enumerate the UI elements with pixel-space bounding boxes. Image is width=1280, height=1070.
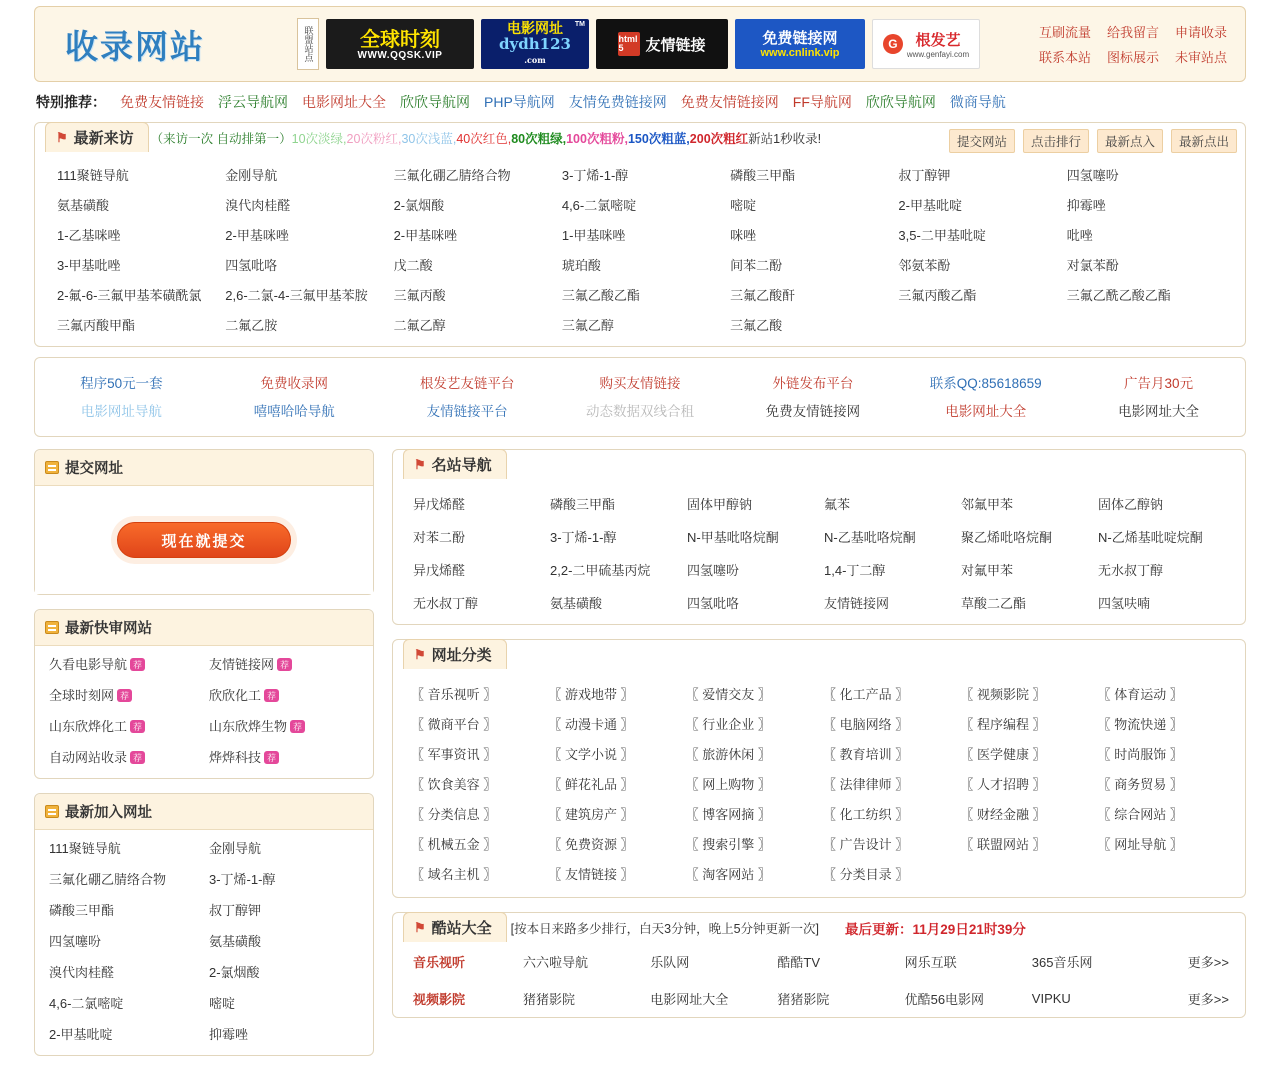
visit-rule-7: 200次粗红 xyxy=(689,132,749,146)
visit-rule-0: 10次淡绿, xyxy=(291,132,347,146)
ads-row-2 xyxy=(35,396,1245,424)
latest-visit-item[interactable]: 111聚链导航 xyxy=(57,168,129,183)
famous-site-item[interactable]: 友情链接网 xyxy=(824,596,890,611)
header-link-5[interactable]: 未审站点 xyxy=(1174,50,1227,65)
famous-site-item[interactable]: 四氢噻吩 xyxy=(687,563,740,578)
latest-visit-item[interactable]: 邻氨苯酚 xyxy=(898,258,951,273)
recommend-link-4[interactable]: PHP导航网 xyxy=(484,94,555,110)
left-column xyxy=(34,449,374,1070)
category-link[interactable]: 〖 博客网摘 〗 xyxy=(685,807,771,822)
latest-visit-item[interactable]: 金刚导航 xyxy=(225,168,278,183)
ads-row-1 xyxy=(35,368,1245,396)
latest-visit-item[interactable]: 四氢噻吩 xyxy=(1066,168,1119,183)
category-link[interactable]: 〖 化工产品 〗 xyxy=(822,687,909,702)
banner-genfayi[interactable] xyxy=(872,19,980,69)
ad-link-0[interactable]: 电影网址导航 xyxy=(80,404,162,419)
new-join-item[interactable]: 氨基磺酸 xyxy=(209,934,262,949)
fast-audit-item[interactable]: 友情链接网 荐 xyxy=(209,654,359,673)
latest-visit-note-suffix: 新站1秒收录! xyxy=(748,132,822,146)
latest-visit-item[interactable]: 三氟乙酸酐 xyxy=(730,288,796,303)
fast-audit-panel xyxy=(34,609,374,779)
cool-sites-panel xyxy=(392,912,1246,1018)
famous-site-item[interactable]: 固体甲醇钠 xyxy=(687,497,753,512)
famous-site-item[interactable]: N-甲基吡咯烷酮 xyxy=(687,530,779,545)
ad-link-0[interactable]: 程序50元一套 xyxy=(80,376,163,391)
banner-cnlink-url: www.cnlink.vip xyxy=(760,46,840,59)
famous-sites-header xyxy=(393,450,1245,480)
new-join-body xyxy=(35,830,373,1055)
category-link[interactable]: 〖 分类信息 〗 xyxy=(411,807,497,822)
famous-site-item[interactable]: 磷酸三甲酯 xyxy=(550,497,616,512)
ad-link-4[interactable]: 免费友情链接网 xyxy=(765,404,861,419)
new-join-item[interactable]: 2-甲基吡啶 xyxy=(49,1027,113,1042)
submit-url-title: 提交网址 xyxy=(65,461,123,477)
category-link[interactable]: 〖 网址导航 〗 xyxy=(1097,837,1183,852)
famous-site-item[interactable]: 1,4-丁二醇 xyxy=(824,563,886,578)
category-link[interactable]: 〖 时尚服饰 〗 xyxy=(1097,747,1183,762)
fast-audit-item[interactable]: 全球时刻网 荐 xyxy=(49,685,199,704)
category-link[interactable]: 〖 商务贸易 〗 xyxy=(1097,777,1183,792)
header-link-1[interactable]: 给我留言 xyxy=(1106,25,1159,40)
latest-visit-item[interactable]: 琥珀酸 xyxy=(561,258,601,273)
latest-visit-item[interactable]: 二氟乙醇 xyxy=(393,318,446,333)
latest-visit-meta xyxy=(139,129,821,147)
latest-visit-item[interactable]: 2-甲基吡啶 xyxy=(898,198,962,213)
banner-qqsk-title: 全球时刻 xyxy=(360,26,440,51)
visit-rule-3: 40次红色, xyxy=(456,132,512,146)
latest-visit-item[interactable]: 二氟乙胺 xyxy=(225,318,278,333)
category-link[interactable]: 〖 综合网站 〗 xyxy=(1097,807,1183,822)
ad-link-5[interactable]: 电影网址大全 xyxy=(945,404,1027,419)
latest-visit-item[interactable]: 1-甲基咪唑 xyxy=(561,228,626,243)
latest-visit-item[interactable]: 3-甲基吡唑 xyxy=(57,258,121,273)
flag-icon: ⚑ xyxy=(56,129,68,145)
latest-visit-item[interactable]: 吡唑 xyxy=(1066,228,1093,243)
recommend-badge: 荐 xyxy=(117,689,132,702)
header-link-2[interactable]: 申请收录 xyxy=(1174,25,1227,40)
recommend-badge: 荐 xyxy=(130,658,145,671)
new-join-header xyxy=(35,794,373,830)
categories-grid xyxy=(393,670,1245,897)
famous-site-item[interactable]: 无水叔丁醇 xyxy=(1098,563,1164,578)
cool-sites-category[interactable]: 音乐视听 xyxy=(413,955,466,970)
category-link[interactable]: 〖 化工纺织 〗 xyxy=(822,807,909,822)
famous-site-item[interactable]: 氨基磺酸 xyxy=(550,596,603,611)
famous-site-item[interactable]: 草酸二乙酯 xyxy=(961,596,1027,611)
category-link[interactable]: 〖 体育运动 〗 xyxy=(1097,687,1183,702)
recommend-badge: 荐 xyxy=(264,689,279,702)
cool-sites-category[interactable]: 视频影院 xyxy=(413,992,466,1007)
fast-audit-item[interactable]: 烨烨科技 荐 xyxy=(209,747,359,766)
recommend-link-6[interactable]: 免费友情链接网 xyxy=(680,94,779,110)
ad-link-2[interactable]: 友情链接平台 xyxy=(426,404,508,419)
category-link[interactable]: 〖 文学小说 〗 xyxy=(548,747,634,762)
fast-audit-header xyxy=(35,610,373,646)
recommend-badge: 荐 xyxy=(264,751,279,764)
latest-visit-note: （来访一次 自动排第一） xyxy=(150,132,292,146)
latest-visit-item[interactable]: 三氟丙酸 xyxy=(393,288,446,303)
list-icon xyxy=(45,805,59,818)
cool-sites-more-link[interactable]: 更多>> xyxy=(1187,992,1229,1007)
famous-site-item[interactable]: 聚乙烯吡咯烷酮 xyxy=(961,530,1053,545)
latest-visit-title: 最新来访 xyxy=(73,130,134,147)
famous-site-item[interactable]: 对苯二酚 xyxy=(413,530,466,545)
category-link[interactable]: 〖 免费资源 〗 xyxy=(548,837,634,852)
new-join-item[interactable]: 2-氯烟酸 xyxy=(209,965,260,980)
category-link[interactable]: 〖 电脑网络 〗 xyxy=(822,717,909,732)
recommend-link-8[interactable]: 欣欣导航网 xyxy=(865,94,936,110)
famous-site-item[interactable]: N-乙烯基吡啶烷酮 xyxy=(1098,530,1203,545)
right-column xyxy=(392,449,1246,1032)
submit-site-button[interactable]: 提交网站 xyxy=(949,129,1015,153)
submit-now-button[interactable]: 现在就提交 xyxy=(117,522,291,558)
latest-visit-rules xyxy=(292,129,749,147)
recommend-badge: 荐 xyxy=(290,720,305,733)
recommend-badge: 荐 xyxy=(130,720,145,733)
recommend-link-5[interactable]: 友情免费链接网 xyxy=(568,94,667,110)
cool-sites-link[interactable]: 猪猪影院 xyxy=(777,992,830,1007)
list-icon xyxy=(45,621,59,634)
famous-site-item[interactable]: 固体乙醇钠 xyxy=(1098,497,1164,512)
latest-visit-item[interactable]: 三氟乙酸乙酯 xyxy=(561,288,640,303)
content-columns xyxy=(34,449,1246,1070)
famous-site-item[interactable]: 异戊烯醛 xyxy=(413,563,466,578)
categories-title: 网址分类 xyxy=(431,647,492,664)
recommend-link-0[interactable]: 免费友情链接 xyxy=(120,94,204,110)
banner-genfayi-title: 根发艺 xyxy=(915,32,961,49)
banner-youqing[interactable] xyxy=(596,19,728,69)
submit-url-header xyxy=(35,450,373,486)
latest-visit-grid xyxy=(35,153,1245,338)
category-link[interactable]: 〖 建筑房产 〗 xyxy=(548,807,634,822)
category-link[interactable]: 〖 爱情交友 〗 xyxy=(685,687,771,702)
site-logo: 收录网站 xyxy=(65,26,205,66)
cool-sites-updated: 最后更新：11月29日21时39分 xyxy=(845,922,1026,937)
banner-dydh123[interactable] xyxy=(481,19,589,69)
category-link[interactable]: 〖 友情链接 〗 xyxy=(548,867,634,882)
latest-visit-title-box xyxy=(45,122,149,152)
recommend-bar xyxy=(34,82,1246,120)
famous-sites-panel xyxy=(392,449,1246,625)
flag-icon: ⚑ xyxy=(414,456,426,472)
category-link[interactable]: 〖 广告设计 〗 xyxy=(822,837,909,852)
category-link[interactable]: 〖 域名主机 〗 xyxy=(411,867,497,882)
famous-site-item[interactable]: 3-丁烯-1-醇 xyxy=(550,530,617,545)
trademark-icon: TM xyxy=(574,21,585,28)
recommend-link-9[interactable]: 微商导航 xyxy=(949,94,1006,110)
famous-site-item[interactable]: 氟苯 xyxy=(824,497,851,512)
category-link[interactable]: 〖 机械五金 〗 xyxy=(411,837,497,852)
latest-visit-header xyxy=(35,123,1245,153)
category-link[interactable]: 〖 饮食美容 〗 xyxy=(411,777,497,792)
fast-audit-item[interactable]: 山东欣烨化工 荐 xyxy=(49,716,199,735)
cool-sites-row xyxy=(393,980,1245,1017)
visit-rule-6: 150次粗蓝, xyxy=(627,132,690,146)
latest-visit-item[interactable]: 对氯苯酚 xyxy=(1066,258,1119,273)
famous-site-item[interactable]: 四氢呋喃 xyxy=(1098,596,1151,611)
banner-cnlink-title: 免费链接网 xyxy=(762,29,838,47)
category-link[interactable]: 〖 游戏地带 〗 xyxy=(548,687,634,702)
latest-visit-item[interactable]: 磷酸三甲酯 xyxy=(730,168,796,183)
fast-audit-item[interactable]: 自动网站收录 荐 xyxy=(49,747,199,766)
categories-header xyxy=(393,640,1245,670)
category-link[interactable]: 〖 教育培训 〗 xyxy=(822,747,909,762)
latest-visit-item[interactable]: 三氟丙酸乙酯 xyxy=(898,288,977,303)
cool-sites-link[interactable]: 优酷56电影网 xyxy=(904,992,985,1007)
banner-genfayi-url: www.genfayi.com xyxy=(906,50,970,59)
flag-icon: ⚑ xyxy=(414,919,426,935)
famous-site-item[interactable]: 对氟甲苯 xyxy=(961,563,1014,578)
ad-link-6[interactable]: 广告月30元 xyxy=(1124,376,1194,391)
latest-visit-item[interactable]: 2-甲基咪唑 xyxy=(393,228,458,243)
new-join-item[interactable]: 磷酸三甲酯 xyxy=(49,903,115,918)
latest-visit-item[interactable]: 间苯二酚 xyxy=(730,258,783,273)
ad-link-3[interactable]: 购买友情链接 xyxy=(599,376,681,391)
category-link[interactable]: 〖 行业企业 〗 xyxy=(685,717,771,732)
latest-visit-item[interactable]: 4,6-二氯嘧啶 xyxy=(561,198,637,213)
cool-sites-row xyxy=(393,943,1245,980)
latest-visit-item[interactable]: 咪唑 xyxy=(730,228,757,243)
latest-visit-item[interactable]: 氨基磺酸 xyxy=(57,198,110,213)
click-rank-button[interactable]: 点击排行 xyxy=(1023,129,1089,153)
cool-sites-header xyxy=(393,913,1245,943)
submit-icon xyxy=(45,461,59,474)
header-links xyxy=(1003,22,1233,66)
latest-visit-item[interactable]: 2-氟-6-三氟甲基苯磺酰氯 xyxy=(57,288,202,303)
cool-sites-rows xyxy=(393,943,1245,1017)
new-join-panel xyxy=(34,793,374,1056)
category-link[interactable]: 〖 音乐视听 〗 xyxy=(411,687,497,702)
category-link[interactable]: 〖 联盟网站 〗 xyxy=(960,837,1046,852)
category-link[interactable]: 〖 法律律师 〗 xyxy=(822,777,909,792)
recommend-link-2[interactable]: 电影网址大全 xyxy=(302,94,386,110)
ad-link-5[interactable]: 联系QQ:85618659 xyxy=(929,376,1042,391)
header-link-3[interactable]: 联系本站 xyxy=(1038,50,1091,65)
new-join-item[interactable]: 四氢噻吩 xyxy=(49,934,102,949)
famous-site-item[interactable]: N-乙基吡咯烷酮 xyxy=(824,530,916,545)
latest-visit-item[interactable]: 三氟丙酸甲酯 xyxy=(57,318,136,333)
cool-sites-link[interactable]: 六六啦导航 xyxy=(523,955,589,970)
genfayi-logo-icon: G xyxy=(883,34,903,54)
category-link[interactable]: 〖 人才招聘 〗 xyxy=(960,777,1046,792)
latest-out-button[interactable]: 最新点出 xyxy=(1171,129,1237,153)
latest-visit-item[interactable]: 溴代肉桂醛 xyxy=(225,198,291,213)
cool-sites-title: 酷站大全 xyxy=(431,920,492,937)
cool-sites-note: [按本日来路多少排行，白天3分钟，晚上5分钟更新一次] xyxy=(510,922,820,936)
latest-visit-item[interactable]: 三氟乙酸 xyxy=(730,318,783,333)
fast-audit-body xyxy=(35,646,373,778)
cool-sites-link[interactable]: VIPKU xyxy=(1031,991,1071,1006)
new-join-item[interactable]: 三氟化硼乙腈络合物 xyxy=(49,872,167,887)
new-join-item[interactable]: 金刚导航 xyxy=(209,841,262,856)
header-link-0[interactable]: 互刷流量 xyxy=(1038,25,1091,40)
latest-visit-item[interactable]: 2,6-二氯-4-三氟甲基苯胺 xyxy=(225,288,368,303)
category-link[interactable]: 〖 视频影院 〗 xyxy=(960,687,1046,702)
fast-audit-item[interactable]: 山东欣烨生物 荐 xyxy=(209,716,359,735)
alliance-label: 联盟站点 xyxy=(297,18,319,70)
cool-sites-link[interactable]: 365音乐网 xyxy=(1031,955,1093,970)
fast-audit-list xyxy=(49,654,359,766)
category-link[interactable]: 〖 动漫卡通 〗 xyxy=(548,717,634,732)
latest-in-button[interactable]: 最新点入 xyxy=(1097,129,1163,153)
new-join-title: 最新加入网址 xyxy=(65,805,152,821)
ad-link-1[interactable]: 嘻嘻哈哈导航 xyxy=(253,404,335,419)
ad-link-6[interactable]: 电影网址大全 xyxy=(1118,404,1200,419)
cool-sites-link[interactable]: 酷酷TV xyxy=(777,955,821,970)
latest-visit-item[interactable]: 2-氯烟酸 xyxy=(393,198,445,213)
latest-visit-item[interactable]: 抑霉唑 xyxy=(1066,198,1106,213)
latest-visit-item[interactable]: 三氟化硼乙腈络合物 xyxy=(393,168,511,183)
category-link[interactable]: 〖 分类目录 〗 xyxy=(822,867,909,882)
cool-sites-link[interactable]: 猪猪影院 xyxy=(523,992,576,1007)
ads-panel xyxy=(34,357,1246,437)
fast-audit-item[interactable]: 欣欣化工 荐 xyxy=(209,685,359,704)
new-join-item[interactable]: 4,6-二氯嘧啶 xyxy=(49,996,124,1011)
ad-link-3[interactable]: 动态数据双线合租 xyxy=(585,404,694,419)
site-header xyxy=(34,6,1246,82)
category-link[interactable]: 〖 微商平台 〗 xyxy=(411,717,497,732)
famous-site-item[interactable]: 四氢吡咯 xyxy=(687,596,740,611)
latest-visit-item[interactable]: 戊二酸 xyxy=(393,258,433,273)
submit-url-body xyxy=(35,486,373,594)
recommend-link-7[interactable]: FF导航网 xyxy=(792,94,852,110)
ad-link-1[interactable]: 免费收录网 xyxy=(260,376,329,391)
famous-sites-grid xyxy=(393,480,1245,624)
new-join-item[interactable]: 溴代肉桂醛 xyxy=(49,965,115,980)
cool-sites-link[interactable]: 电影网址大全 xyxy=(650,992,729,1007)
banner-cnlink[interactable] xyxy=(735,19,865,69)
recommend-link-1[interactable]: 浮云导航网 xyxy=(218,94,288,110)
famous-site-item[interactable]: 无水叔丁醇 xyxy=(413,596,479,611)
categories-title-box xyxy=(403,639,507,669)
banner-qqsk[interactable] xyxy=(326,19,474,69)
latest-visit-item[interactable]: 四氢吡咯 xyxy=(225,258,278,273)
category-link[interactable]: 〖 旅游休闲 〗 xyxy=(685,747,771,762)
banner-dydh-sub: dydh123 xyxy=(499,34,571,53)
cool-sites-title-box xyxy=(403,912,507,942)
new-join-item[interactable]: 嘧啶 xyxy=(209,996,236,1011)
latest-visit-item[interactable]: 3,5-二甲基吡啶 xyxy=(898,228,986,243)
html5-icon: html 5 xyxy=(618,32,640,56)
banner-dydh-title: 电影网址 xyxy=(507,19,563,36)
famous-sites-title: 名站导航 xyxy=(431,457,492,474)
latest-visit-item[interactable]: 叔丁醇钾 xyxy=(898,168,951,183)
category-link[interactable]: 〖 鲜花礼品 〗 xyxy=(548,777,634,792)
latest-visit-buttons xyxy=(949,129,1237,153)
visit-rule-4: 80次粗绿, xyxy=(511,132,567,146)
fast-audit-item[interactable]: 久看电影导航 荐 xyxy=(49,654,199,673)
latest-visit-item[interactable]: 3-丁烯-1-醇 xyxy=(561,168,629,183)
banner-dydh-sub2: .com xyxy=(524,54,546,65)
recommend-links xyxy=(120,92,1006,112)
submit-url-panel xyxy=(34,449,374,595)
latest-visit-item[interactable]: 三氟乙酰乙酸乙酯 xyxy=(1066,288,1171,303)
new-join-item[interactable]: 111聚链导航 xyxy=(49,841,121,856)
latest-visit-item[interactable]: 嘧啶 xyxy=(730,198,757,213)
recommend-label: 特别推荐： xyxy=(36,94,106,110)
banner-qqsk-url: WWW.QQSK.VIP xyxy=(357,49,443,61)
fast-audit-title: 最新快审网站 xyxy=(65,621,152,637)
banner-strip xyxy=(297,18,1003,70)
cool-sites-link[interactable]: 网乐互联 xyxy=(904,955,957,970)
visit-rule-1: 20次粉红, xyxy=(346,132,402,146)
latest-visit-panel xyxy=(34,122,1246,347)
category-link[interactable]: 〖 网上购物 〗 xyxy=(685,777,771,792)
visit-rule-2: 30次浅蓝, xyxy=(401,132,457,146)
famous-site-item[interactable]: 异戊烯醛 xyxy=(413,497,466,512)
latest-visit-item[interactable]: 1-乙基咪唑 xyxy=(57,228,121,243)
cool-sites-link[interactable]: 乐队网 xyxy=(650,955,690,970)
banner-youqing-title: 友情链接 xyxy=(645,36,706,54)
new-join-item[interactable]: 叔丁醇钾 xyxy=(209,903,262,918)
recommend-badge: 荐 xyxy=(277,658,292,671)
new-join-item[interactable]: 3-丁烯-1-醇 xyxy=(209,872,276,887)
recommend-badge: 荐 xyxy=(130,751,145,764)
category-link[interactable]: 〖 淘客网站 〗 xyxy=(685,867,771,882)
header-link-4[interactable]: 图标展示 xyxy=(1106,50,1159,65)
latest-visit-item[interactable]: 三氟乙醇 xyxy=(561,318,614,333)
category-link[interactable]: 〖 程序编程 〗 xyxy=(960,717,1046,732)
category-link[interactable]: 〖 物流快递 〗 xyxy=(1097,717,1183,732)
category-link[interactable]: 〖 军事资讯 〗 xyxy=(411,747,497,762)
cool-sites-more-link[interactable]: 更多>> xyxy=(1187,955,1229,970)
ad-link-4[interactable]: 外链发布平台 xyxy=(772,376,854,391)
ad-link-2[interactable]: 根发艺友链平台 xyxy=(419,376,515,391)
famous-site-item[interactable]: 2,2-二甲硫基丙烷 xyxy=(550,563,651,578)
famous-sites-title-box xyxy=(403,449,507,479)
new-join-list xyxy=(49,838,359,1043)
category-link[interactable]: 〖 医学健康 〗 xyxy=(960,747,1046,762)
recommend-link-3[interactable]: 欣欣导航网 xyxy=(400,94,470,110)
categories-panel xyxy=(392,639,1246,898)
category-link[interactable]: 〖 搜索引擎 〗 xyxy=(685,837,771,852)
category-link[interactable]: 〖 财经金融 〗 xyxy=(960,807,1046,822)
famous-site-item[interactable]: 邻氟甲苯 xyxy=(961,497,1014,512)
flag-icon: ⚑ xyxy=(414,646,426,662)
latest-visit-item[interactable]: 2-甲基咪唑 xyxy=(225,228,289,243)
new-join-item[interactable]: 抑霉唑 xyxy=(209,1027,249,1042)
visit-rule-5: 100次粗粉, xyxy=(566,132,628,146)
